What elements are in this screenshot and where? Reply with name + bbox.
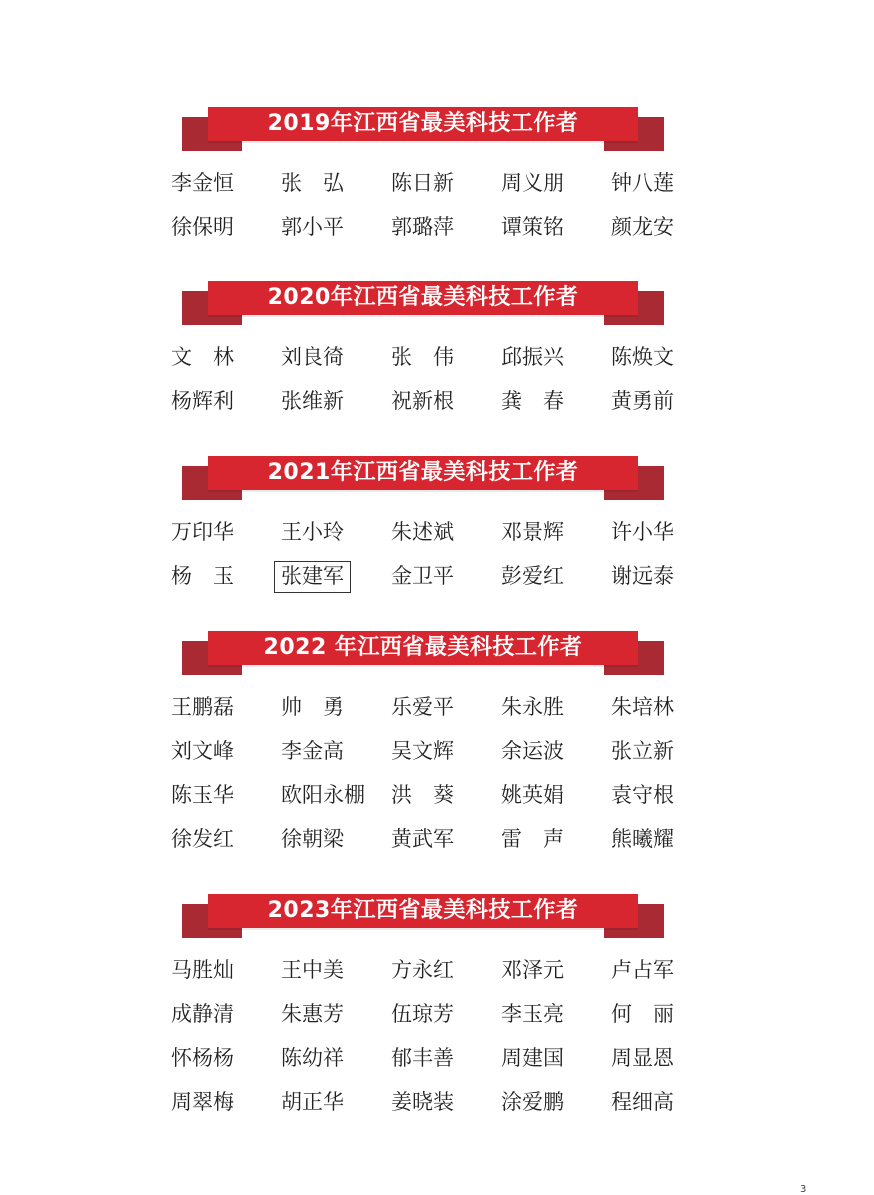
name: 卢占军 (611, 958, 674, 982)
name: 周翠梅 (171, 1090, 234, 1114)
name: 张维新 (281, 389, 344, 413)
name: 金卫平 (391, 564, 454, 588)
name: 周建国 (501, 1046, 564, 1070)
name: 龚 春 (501, 389, 564, 413)
name: 杨 玉 (171, 564, 234, 588)
name: 袁守根 (611, 783, 674, 807)
name: 祝新根 (391, 389, 454, 413)
name: 万印华 (171, 520, 234, 544)
name: 刘良徛 (281, 345, 344, 369)
section-banner (182, 631, 664, 675)
name-row (0, 386, 874, 416)
name: 乐爱平 (391, 695, 454, 719)
name: 陈日新 (391, 171, 454, 195)
name: 程细高 (611, 1090, 674, 1114)
name: 方永红 (391, 958, 454, 982)
highlighted-name: 张建军 (274, 561, 351, 593)
name-row (0, 342, 874, 372)
name: 谭策铭 (501, 215, 564, 239)
name: 周显恩 (611, 1046, 674, 1070)
name-row (0, 517, 874, 547)
name-row (0, 212, 874, 242)
name: 邱振兴 (501, 345, 564, 369)
name: 李金高 (281, 739, 344, 763)
name: 姚英娟 (501, 783, 564, 807)
name: 成静清 (171, 1002, 234, 1026)
name: 李金恒 (171, 171, 234, 195)
name-row (0, 561, 874, 591)
section-title: 2019年江西省最美科技工作者 (267, 111, 579, 136)
section-banner (182, 107, 664, 151)
section-banner (182, 281, 664, 325)
name: 洪 葵 (391, 783, 454, 807)
banner-ribbon (208, 281, 638, 315)
banner-ribbon (208, 456, 638, 490)
name-row (0, 692, 874, 722)
name: 刘文峰 (171, 739, 234, 763)
name: 熊曦耀 (611, 827, 674, 851)
name: 邓泽元 (501, 958, 564, 982)
section-title: 2020年江西省最美科技工作者 (267, 285, 579, 310)
name: 何 丽 (611, 1002, 674, 1026)
name: 郭璐萍 (391, 215, 454, 239)
banner-ribbon (208, 894, 638, 928)
name: 马胜灿 (171, 958, 234, 982)
name: 朱惠芳 (281, 1002, 344, 1026)
name: 徐保明 (171, 215, 234, 239)
name: 陈焕文 (611, 345, 674, 369)
page-number: 3 (800, 1184, 807, 1195)
name: 彭爱红 (501, 564, 564, 588)
name-row (0, 736, 874, 766)
name: 郭小平 (281, 215, 344, 239)
name: 杨辉利 (171, 389, 234, 413)
name: 朱永胜 (501, 695, 564, 719)
name: 颜龙安 (611, 215, 674, 239)
section-title: 2022 年江西省最美科技工作者 (263, 635, 583, 660)
name: 王中美 (281, 958, 344, 982)
name: 周义朋 (501, 171, 564, 195)
banner-ribbon (208, 631, 638, 665)
name: 王鹏磊 (171, 695, 234, 719)
name: 吴文辉 (391, 739, 454, 763)
name-row (0, 168, 874, 198)
name-row (0, 999, 874, 1029)
name: 黄勇前 (611, 389, 674, 413)
name-row (0, 1043, 874, 1073)
name: 伍琼芳 (391, 1002, 454, 1026)
name: 陈幼祥 (281, 1046, 344, 1070)
name: 张 弘 (281, 171, 344, 195)
name: 欧阳永棚 (281, 783, 365, 807)
name: 雷 声 (501, 827, 564, 851)
section-title: 2021年江西省最美科技工作者 (267, 460, 579, 485)
name: 胡正华 (281, 1090, 344, 1114)
name: 张 伟 (391, 345, 454, 369)
name: 文 林 (171, 345, 234, 369)
name: 谢远泰 (611, 564, 674, 588)
name: 徐发红 (171, 827, 234, 851)
name: 李玉亮 (501, 1002, 564, 1026)
name-row (0, 824, 874, 854)
name-row (0, 1087, 874, 1117)
name: 黄武军 (391, 827, 454, 851)
name: 余运波 (501, 739, 564, 763)
name: 陈玉华 (171, 783, 234, 807)
name: 姜晓装 (391, 1090, 454, 1114)
section-title: 2023年江西省最美科技工作者 (267, 898, 579, 923)
name: 徐朝梁 (281, 827, 344, 851)
section-banner (182, 894, 664, 938)
name: 王小玲 (281, 520, 344, 544)
name: 郁丰善 (391, 1046, 454, 1070)
name: 帅 勇 (281, 695, 344, 719)
section-banner (182, 456, 664, 500)
name: 涂爱鹏 (501, 1090, 564, 1114)
name-row (0, 780, 874, 810)
name: 朱培林 (611, 695, 674, 719)
name: 邓景辉 (501, 520, 564, 544)
name: 怀杨杨 (171, 1046, 234, 1070)
name: 张立新 (611, 739, 674, 763)
name: 朱述斌 (391, 520, 454, 544)
banner-ribbon (208, 107, 638, 141)
name-row (0, 955, 874, 985)
name: 许小华 (611, 520, 674, 544)
name: 钟八莲 (611, 171, 674, 195)
